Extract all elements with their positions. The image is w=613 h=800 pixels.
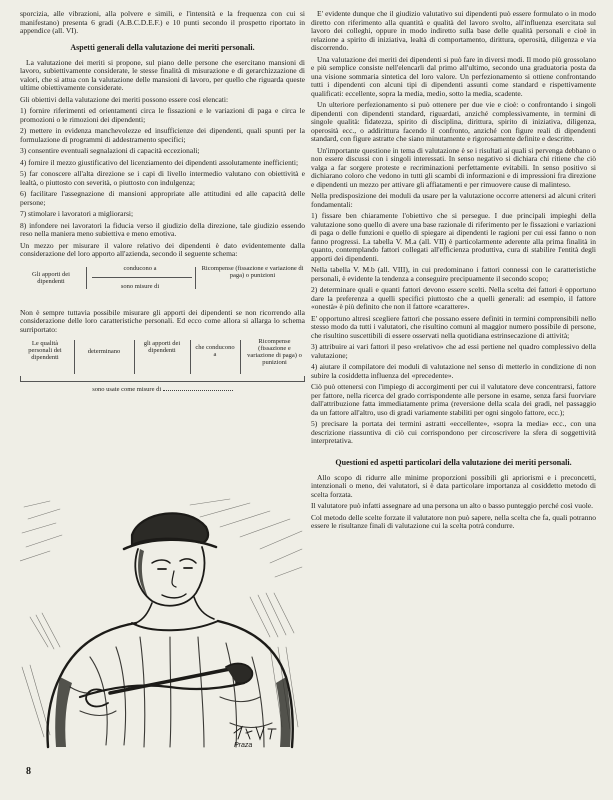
schema-cell: che conducono a <box>195 344 235 358</box>
worker-sketch-image <box>20 497 305 752</box>
schema-cell: determinano <box>87 348 121 355</box>
criterion-item: Nella tabella V. M.b (all. VIII), in cui predominano i fattori connessi con le caratteristiche personali, è evidente la tendenza a conseguire precipuamente il secondo scopo; <box>311 265 596 283</box>
list-item: 1) fornire riferimenti ed orientamenti circa le fissazioni e le variazioni di paga e circa le promozioni o le rimozioni dei dipendenti; <box>20 106 305 124</box>
schema-divider <box>240 340 241 374</box>
schema-divider <box>86 267 87 289</box>
schema-cell: gli apporti dei dipendenti <box>143 340 181 354</box>
schema-cell: Ricompense (fissazione e variazione di paga) o punizioni <box>247 338 302 366</box>
criterion-item: E' opportuno altresì scegliere fattori che possano essere definiti in termini comprensibili nello stesso modo da tutti i valutatori, che risultino comuni al maggior numero possibile di persone, che risultino suscettibili di essere osservati nella quotidiana estrinsecazione di attività; <box>311 313 596 340</box>
schema-one <box>20 263 305 303</box>
schema-divider <box>190 340 191 374</box>
paragraph: Una valutazione dei meriti dei dipendenti si può fare in diversi modi. Il modo più grossolano e più semplice consiste nell'elencarli dal primo all'ultimo, secondo una graduatoria posta da una visione sommaria sintetica del loro valore. Un perfezionamento si ottiene confrontando tutti i dipendenti con alcuni tipi di dipendenti assunti come standard e rispettivamente qualificati: eccellente, sopra la media, medio, sotto la media, scadente. <box>311 54 596 98</box>
schema-divider <box>74 340 75 374</box>
left-column <box>20 0 305 414</box>
schema-divider <box>134 340 135 374</box>
page-number: 8 <box>26 766 31 777</box>
schema-arrow-line <box>92 277 192 278</box>
paragraph: Nella predisposizione dei moduli da usare per la valutazione occorre attenersi ad alcuni criteri fondamentali: <box>311 191 596 209</box>
criterion-item: 4) aiutare il compilatore dei moduli di valutazione nel senso di metterlo in condizione di non subire la cosiddetta influenza del «precedente». <box>311 362 596 380</box>
illustration-signature: Praza <box>234 742 253 749</box>
paragraph: Un'importante questione in tema di valutazione è se i risultati ai quali si pervenga debbano o non essere discussi con i singoli interessati. In senso negativo si dichiara chi ritiene che ciò valga a far sorgere proteste e recriminazioni perfettamente evitabili. In senso positivo si dichiarano coloro che vedono in tutti gli scambi di informazioni e di impressioni fra direzione e dipendenti un mezzo per attivare gli affiatamenti e per rimuovere cause di malinteso. <box>311 145 596 189</box>
section-heading-general: Aspetti generali della valutazione dei meriti personali. <box>70 42 255 52</box>
schema-two <box>20 338 305 408</box>
worker-illustration <box>20 497 305 752</box>
paragraph: La valutazione dei meriti si propone, sul piano delle persone che esercitano mansioni di lavoro, subiettivamente considerate, le stesse finalità di misurazione e di gerarchizzazione di valori, che si attua con la valutazione delle mansioni di lavoro, per quello che riguarda queste ultime obiettivamente considerate. <box>20 57 305 92</box>
criterion-item: 5) precisare la portata dei termini astratti «eccellente», «sopra la media» ecc., con una descrizione riassuntiva di ciò cui corrispondono per circoscrivere la sfera di soggettività interpretativa. <box>311 419 596 445</box>
schema-divider <box>195 267 196 289</box>
paragraph: Un mezzo per misurare il valore relativo dei dipendenti è dato evidentemente dalla considerazione del loro apporto all'azienda, secondo il seguente schema: <box>20 240 305 258</box>
right-column <box>311 0 596 534</box>
paragraph: Non è sempre tuttavia possibile misurare gli apporti dei dipendenti se non ricorrendo alla considerazione delle loro caratteristiche personali. Ed ecco come allora si allarga lo schema surriportato: <box>20 307 305 334</box>
schema-cell: Gli apporti dei dipendenti <box>32 270 70 285</box>
criterion-item: 1) fissare ben chiaramente l'obiettivo che si persegue. I due principali impieghi della valutazione sono quello di avere una base razionale di riferimento per le fissazioni e variazioni di paga o delle funzioni e quello di spiegare ai dipendenti le ragioni per cui essi fanno o non fanno progressi. La tabella V. M.a (all. VII) è particolarmente aderente alla prima finalità in quanto, contemplando fattori collegati all'efficienza produttiva, cura di stabilire l'entità degli apporti dei dipendenti. <box>311 211 596 263</box>
schema-footer: sono usate come misure di <box>20 384 305 393</box>
paragraph: Il valutatore può infatti assegnare ad una persona un alto o basso punteggio perché così vuole. <box>311 501 593 510</box>
list-item: 2) mettere in evidenza manchevolezze ed insufficienze dei dipendenti, quali spunti per la formulazione di programmi di addestramento specifici; <box>20 126 305 144</box>
section-heading-particular: Questioni ed aspetti particolari della valutazione dei meriti personali. <box>335 457 572 467</box>
paragraph: Un ulteriore perfezionamento si può ottenere per due vie e cioè: o confrontando i singoli dipendenti con dipendenti standard, riguardati, anziché complessivamente, in termini di singole qualità: fidatezza, spirito di disciplina, dirittura, spirito di iniziativa, diligenza, operosità ecc., o addirittura facendo il confronto, anziché con figure reali di dipendenti standard, con figure astratte che siano minutamente e rigorosamente definite e descritte. <box>311 100 596 143</box>
paragraph: Allo scopo di ridurre alle minime proporzioni possibili gli apriorismi e i preconcetti, intenzionali o meno, dei valutatori, si è data particolare importanza al cosiddetto metodo di scelta forzata. <box>311 472 596 499</box>
schema-cell: Le qualità personali dei dipendenti <box>28 340 62 361</box>
schema-cell: Ricompense (fissazione e variazione di paga) o punizioni <box>201 264 304 279</box>
list-item: 8) infondere nei lavoratori la fiducia verso il giudizio della direzione, tale giudizio essendo reso nella maniera meno subiettiva e meno emotiva. <box>20 220 305 238</box>
list-item: 7) stimolare i lavoratori a migliorarsi; <box>20 209 134 218</box>
criterion-item: Ciò può ottenersi con l'impiego di accorgimenti per cui il valutatore deve concentrarsi, fattore per fattore, nella ricerca del grado corrispondente alle persone in esame, senza farsi fuorviare dall'attribuzione fatta immediatamente prima (reversione della scala dei gradi, nel passaggio da un fattore all'altro, uso di gradi variamente stabiliti per ogni singolo fattore, ecc.); <box>311 382 596 417</box>
list-item: 4) fornire il mezzo giustificativo del licenziamento dei dipendenti assolutamente inefficienti; <box>20 157 299 167</box>
schema-cell: sono misure di <box>120 282 160 290</box>
schema-cell: conducono a <box>123 264 157 272</box>
criterion-item: 2) determinare quali e quanti fattori devono essere scelti. Nella scelta dei fattori è opportuno dare la preferenza a quelli specifici piuttosto che a quelli generali: ad esempio, il fattore «onestà» è più definito che non il fattore «carattere». <box>311 285 596 311</box>
paragraph: Col metodo delle scelte forzate il valutatore non può sapere, nella scelta che fa, quali potranno essere le risultanze finali di valutazione cui la scelta potrà condurre. <box>311 512 596 530</box>
list-item: 3) consentire eventuali segnalazioni di capacità eccezionali; <box>20 146 200 155</box>
list-item: 5) far conoscere all'alta direzione se i capi di livello intermedio valutano con obiettività e lealtà, o piuttosto con severità, o piuttosto con indulgenza; <box>20 169 305 187</box>
list-item: 6) facilitare l'assegnazione di mansioni appropriate alle attitudini ed alle capacità delle persone; <box>20 189 305 207</box>
criterion-item: 3) attribuire ai vari fattori il peso «relativo» che ad essi pertiene nel quadro complessivo della valutazione; <box>311 342 596 360</box>
paragraph: E' evidente dunque che il giudizio valutativo sui dipendenti può essere formulato o in modo diretto con riferimento alla quantità e qualità del lavoro svolto, all'influenza esercitata sul lavoro dei colleghi, oppure in modo indiretto sulla base delle qualità personali e cioè in relazione a spirito di iniziativa, lealtà di comportamento, dirittura, operosità, diligenza e via discorrendo. <box>311 9 596 52</box>
paragraph: Gli obiettivi della valutazione dei meriti possono essere così elencati: <box>20 94 229 104</box>
schema-bracket <box>20 376 305 382</box>
intro-paragraph: sporcizia, alle vibrazioni, alla polvere e simili, e l'intensità e la frequenza con cui si manifestano) presenta 6 gradi (A.B.C.D.E.F.) e 10 punti secondo il prospetto riportato in appendice (all. VI). <box>20 9 305 35</box>
